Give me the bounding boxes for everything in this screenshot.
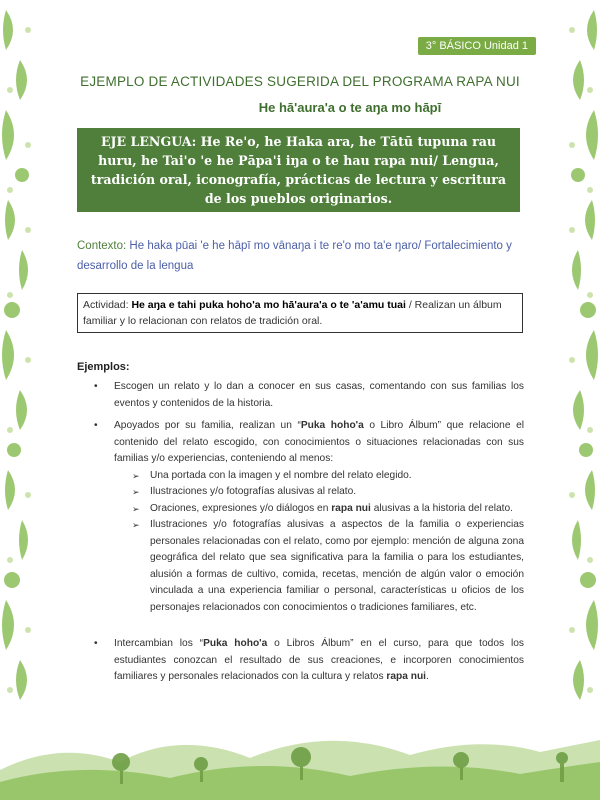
examples-list (94, 379, 524, 686)
program-header: EJEMPLO DE ACTIVIDADES SUGERIDA DEL PROGRAMA RAPA NUI (80, 74, 520, 89)
eje-lengua-box: EJE LENGUA: He Re'o, he Haka ara, he Tātū tupuna rau huru, he Tai'o 'e he Pāpa'i iŋa o te hau rapa nui/ Lengua, tradición oral, iconografía, prácticas de lectura y escritura de los pueblos originarios. (77, 128, 520, 212)
ejemplos-heading: Ejemplos: (77, 361, 130, 373)
arrow-bullet-icon: ➢ (132, 487, 140, 497)
contexto-text: He haka pūai 'e he hāpī mo vānaŋa i te re'o mo ta'e ŋaro/ Fortalecimiento y desarrollo de la lengua (77, 240, 512, 272)
sub-list-item (94, 484, 524, 501)
item-bold-text: Puka hoho'a (300, 420, 364, 431)
sub-item-text: alusivas a la historia del relato. (370, 502, 513, 514)
item-text: Escogen un relato y lo dan a conocer en sus casas, comentando con sus familias los eventos y contenidos de la historia. (114, 381, 524, 409)
sub-item-text: Ilustraciones y/o fotografías alusivas al relato. (150, 486, 357, 497)
left-decorative-border (0, 0, 38, 710)
footer-landscape-illustration (0, 700, 600, 800)
page-subtitle: He hā'aura'a o te aŋa mo hāpī (258, 100, 442, 115)
sub-list-item (94, 468, 524, 485)
sub-item-bold-text: rapa nui (331, 502, 371, 514)
actividad-text: / Realizan un álbum familiar y lo relacionan con relatos de tradición oral. (83, 299, 502, 327)
sub-item-text: Una portada con la imagen y el nombre del relato elegido. (150, 469, 412, 481)
item-text: Intercambian los “ (114, 638, 204, 649)
actividad-label: Actividad: (83, 299, 132, 311)
item-text: . (426, 671, 429, 682)
arrow-bullet-icon: ➢ (132, 520, 140, 530)
actividad-title: He aŋa e tahi puka hoho'a mo hā'aura'a o te 'a'amu tuai (131, 299, 406, 311)
list-item (94, 418, 524, 468)
arrow-bullet-icon: ➢ (132, 503, 140, 514)
bullet-icon: • (94, 381, 98, 392)
sub-list-item (94, 501, 524, 518)
list-item (94, 636, 524, 686)
item-text: Apoyados por su familia, realizan un “ (114, 420, 301, 431)
list-item (94, 379, 524, 412)
item-bold-text: Puka hoho'a (203, 638, 268, 649)
grade-unit-badge: 3° BÁSICO Unidad 1 (418, 37, 536, 55)
right-decorative-border (562, 0, 600, 710)
item-text: o Libros Álbum” en el curso, para que todos los estudiantes conozcan el resultado de sus creaciones, e incorporen conocimientos familiares y personales relacionados con la cultura y relatos (114, 638, 524, 682)
item-text: o Libro Álbum” que relacione el contenido del relato escogido, con conocimientos o situaciones relacionadas con sus familias y/o experiencias, conteniendo al menos: (114, 420, 525, 464)
actividad-box (77, 293, 523, 333)
bullet-icon: • (94, 420, 98, 431)
bullet-icon: • (94, 638, 98, 649)
sub-list-item (94, 517, 524, 616)
contexto-paragraph (77, 236, 527, 276)
sub-item-text: Oraciones, expresiones y/o diálogos en (150, 502, 332, 514)
sub-item-text: Ilustraciones y/o fotografías alusivas a aspectos de la familia o experiencias personales relacionadas con el relato, como por ejemplo: mención de alguna zona geográfica del relato que sea significativa para la familia o para los estudiantes, alusión a formas de cultivo, comida, recetas, mención de algún valor o emoción vinculada a una experiencia familiar o personal, características u oficios de los personajes relacionados con conocimientos o tradiciones familiares, etc. (150, 519, 524, 613)
contexto-label: Contexto: (77, 240, 127, 252)
item-bold-text: rapa nui (386, 671, 427, 682)
arrow-bullet-icon: ➢ (132, 470, 140, 481)
